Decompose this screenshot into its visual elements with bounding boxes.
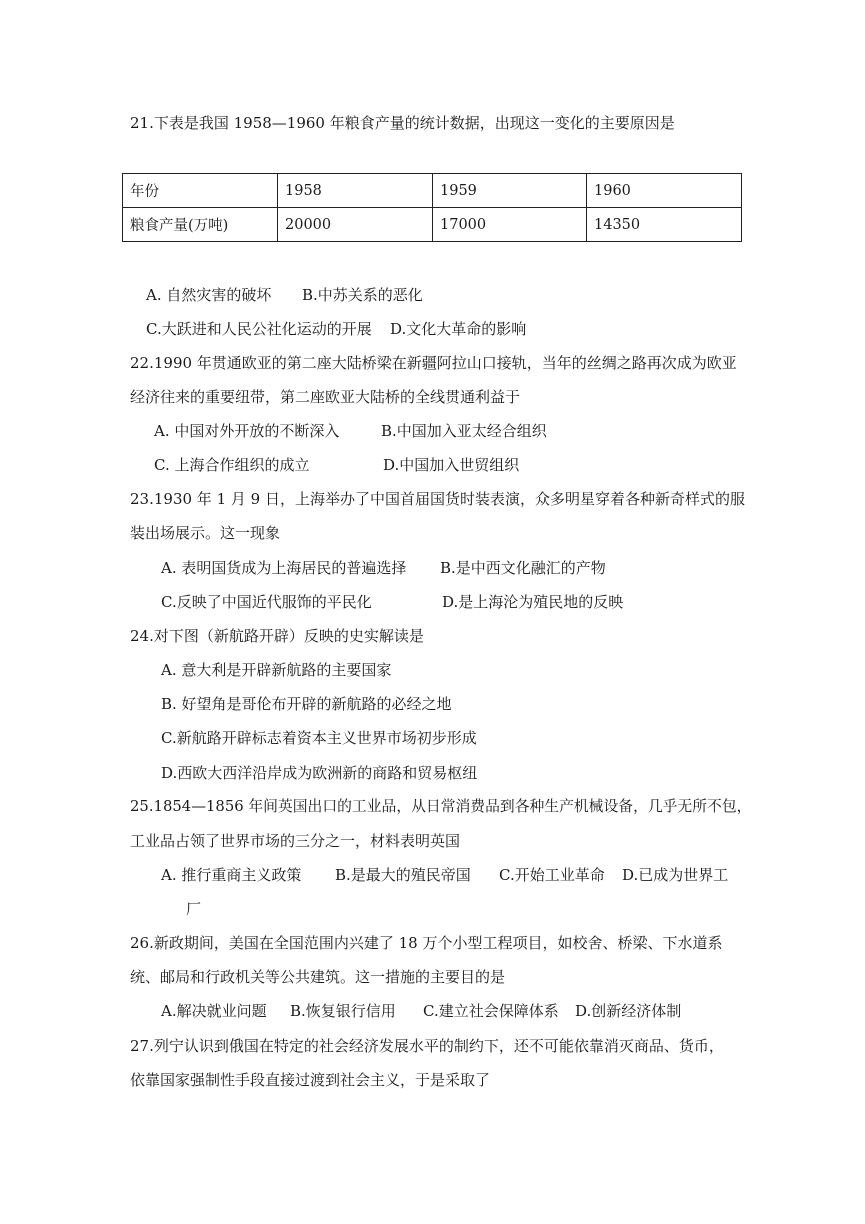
q27-stem-line-1: 27.列宁认识到俄国在特定的社会经济发展水平的制约下，还不可能依靠消灭商品、货币，	[130, 1037, 724, 1055]
q22-option-d: D.中国加入世贸组织	[383, 456, 520, 474]
q23-option-b: B.是中西文化融汇的产物	[440, 559, 606, 577]
q21-stem: 21.下表是我国 1958—1960 年粮食产量的统计数据，出现这一变化的主要原因是	[130, 114, 675, 132]
q26-option-b: B.恢复银行信用	[290, 1002, 396, 1020]
q26-stem-line-2: 统、邮局和行政机关等公共建筑。这一措施的主要目的是	[130, 968, 506, 986]
q26-option-d: D.创新经济体制	[575, 1002, 682, 1020]
q23-option-c: C.反映了中国近代服饰的平民化	[161, 593, 372, 611]
q26-option-a: A.解决就业问题	[161, 1002, 267, 1020]
table-cell: 1958	[278, 174, 433, 208]
q25-stem-line-2: 工业品占领了世界市场的三分之一，材料表明英国	[130, 832, 461, 850]
q24-stem: 24.对下图（新航路开辟）反映的史实解读是	[130, 627, 424, 645]
q26-option-c: C.建立社会保障体系	[423, 1002, 559, 1020]
q24-option-c: C.新航路开辟标志着资本主义世界市场初步形成	[161, 729, 477, 747]
q22-stem-line-2: 经济往来的重要纽带，第二座欧亚大陆桥的全线贯通利益于	[130, 388, 521, 406]
table-cell: 20000	[278, 208, 433, 242]
q23-option-a: A. 表明国货成为上海居民的普遍选择	[161, 559, 407, 577]
q25-option-d: D.已成为世界工	[622, 866, 729, 884]
q21-option-d: D.文化大革命的影响	[390, 320, 527, 338]
table-cell: 14350	[587, 208, 742, 242]
q22-option-c: C. 上海合作组织的成立	[154, 456, 310, 474]
q25-option-d-continued: 厂	[186, 900, 202, 918]
q25-option-b: B.是最大的殖民帝国	[335, 866, 471, 884]
table-row	[123, 208, 742, 242]
q24-option-d: D.西欧大西洋沿岸成为欧洲新的商路和贸易枢纽	[161, 764, 478, 782]
q23-option-d: D.是上海沦为殖民地的反映	[442, 593, 624, 611]
q21-option-a: A. 自然灾害的破坏	[146, 286, 272, 304]
q21-option-b: B.中苏关系的恶化	[302, 286, 423, 304]
q24-option-a: A. 意大利是开辟新航路的主要国家	[161, 661, 392, 679]
table-cell: 1959	[433, 174, 587, 208]
grain-output-table	[122, 173, 742, 242]
q25-option-a: A. 推行重商主义政策	[161, 866, 302, 884]
q27-stem-line-2: 依靠国家强制性手段直接过渡到社会主义，于是采取了	[130, 1071, 491, 1089]
q25-option-c: C.开始工业革命	[499, 866, 605, 884]
q22-option-b: B.中国加入亚太经合组织	[381, 422, 547, 440]
q22-option-a: A. 中国对外开放的不断深入	[154, 422, 340, 440]
table-row	[123, 174, 742, 208]
q23-stem-line-2: 装出场展示。这一现象	[130, 524, 281, 542]
q25-stem-line-1: 25.1854—1856 年间英国出口的工业品，从日常消费品到各种生产机械设备，几乎无所不包，	[130, 798, 752, 815]
q21-option-c: C.大跃进和人民公社化运动的开展	[146, 320, 372, 338]
table-cell: 1960	[587, 174, 742, 208]
q24-option-b: B. 好望角是哥伦布开辟的新航路的必经之地	[161, 695, 452, 713]
table-cell: 粮食产量(万吨)	[123, 208, 278, 242]
q22-stem-line-1: 22.1990 年贯通欧亚的第二座大陆桥梁在新疆阿拉山口接轨，当年的丝绸之路再次成为欧亚	[130, 354, 737, 372]
table-cell: 17000	[433, 208, 587, 242]
q23-stem-line-1: 23.1930 年 1 月 9 日，上海举办了中国首届国货时装表演，众多明星穿着各种新奇样式的服	[130, 490, 745, 508]
table-cell: 年份	[123, 174, 278, 208]
q26-stem-line-1: 26.新政期间，美国在全国范围内兴建了 18 万个小型工程项目，如校舍、桥梁、下水道系	[130, 934, 723, 952]
